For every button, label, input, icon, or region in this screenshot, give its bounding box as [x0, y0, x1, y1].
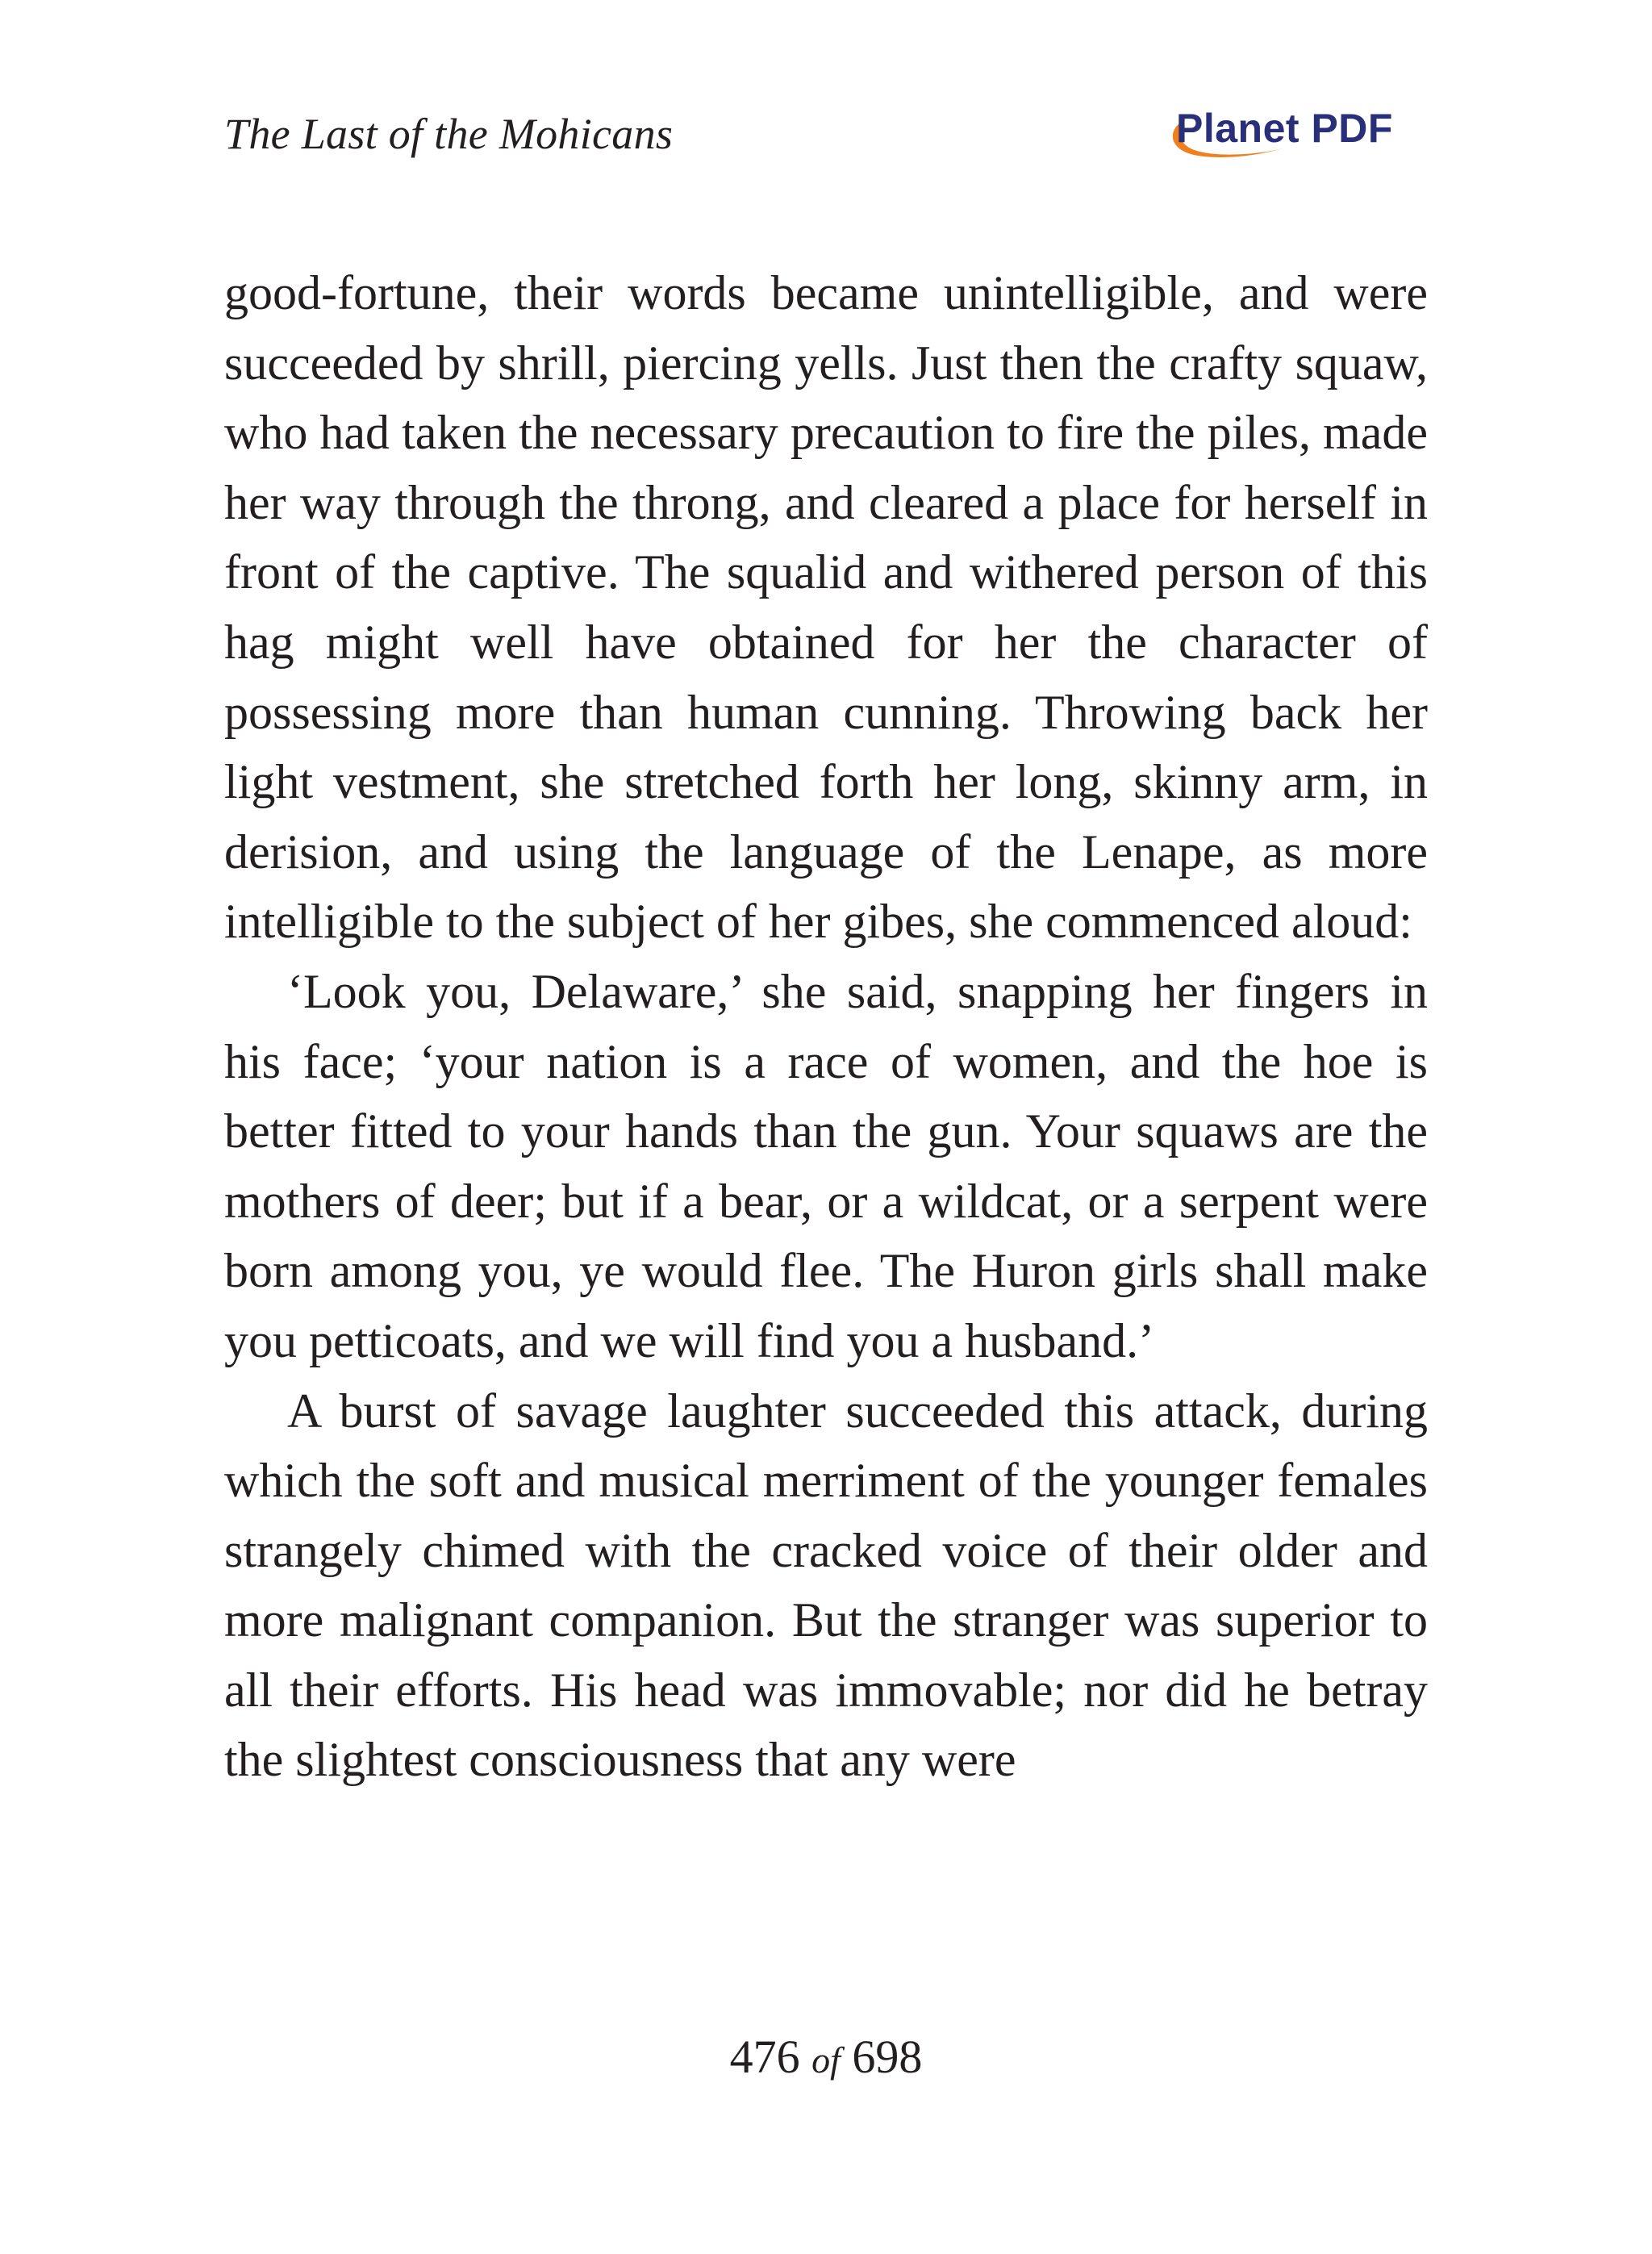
page-header — [224, 102, 1428, 174]
page-body — [224, 258, 1428, 1795]
of-label: of — [811, 2039, 841, 2081]
page-number — [0, 2029, 1652, 2085]
paragraph: ‘Look you, Delaware,’ she said, snapping her fingers in his face; ‘your nation is a race of women, and the hoe is better fitted to your hands than the gun. Your squaws are the mothers of deer; but if a bear, or a wildcat, or a serpent were born among you, ye would flee. The Huron girls shall make you petticoats, and we will find you a husband.’ — [224, 964, 1428, 1367]
total-pages: 698 — [852, 2031, 923, 2083]
book-title: The Last of the Mohicans — [224, 110, 674, 158]
current-page: 476 — [729, 2031, 800, 2083]
paragraph: A burst of savage laughter succeeded this attack, during which the soft and musical merriment of the younger females strangely chimed with the cracked voice of their older and more malignant companion. But the stranger was superior to all their efforts. His head was immovable; nor did he betray the slightest consciousness that any were — [224, 1384, 1428, 1787]
paragraph: good-fortune, their words became unintelligible, and were succeeded by shrill, piercing yells. Just then the crafty squaw, who had taken the necessary precaution to fire the piles, made her way through the throng, and cleared a place for herself in front of the captive. The squalid and withered person of this hag might well have obtained for her the character of possessing more than human cunning. Throwing back her light vestment, she stretched forth her long, skinny arm, in derision, and using the language of the Lenape, as more intelligible to the subject of her gibes, she commenced aloud: — [224, 266, 1428, 949]
planet-pdf-logo — [1162, 102, 1428, 174]
logo-text: Planet PDF — [1176, 106, 1393, 151]
